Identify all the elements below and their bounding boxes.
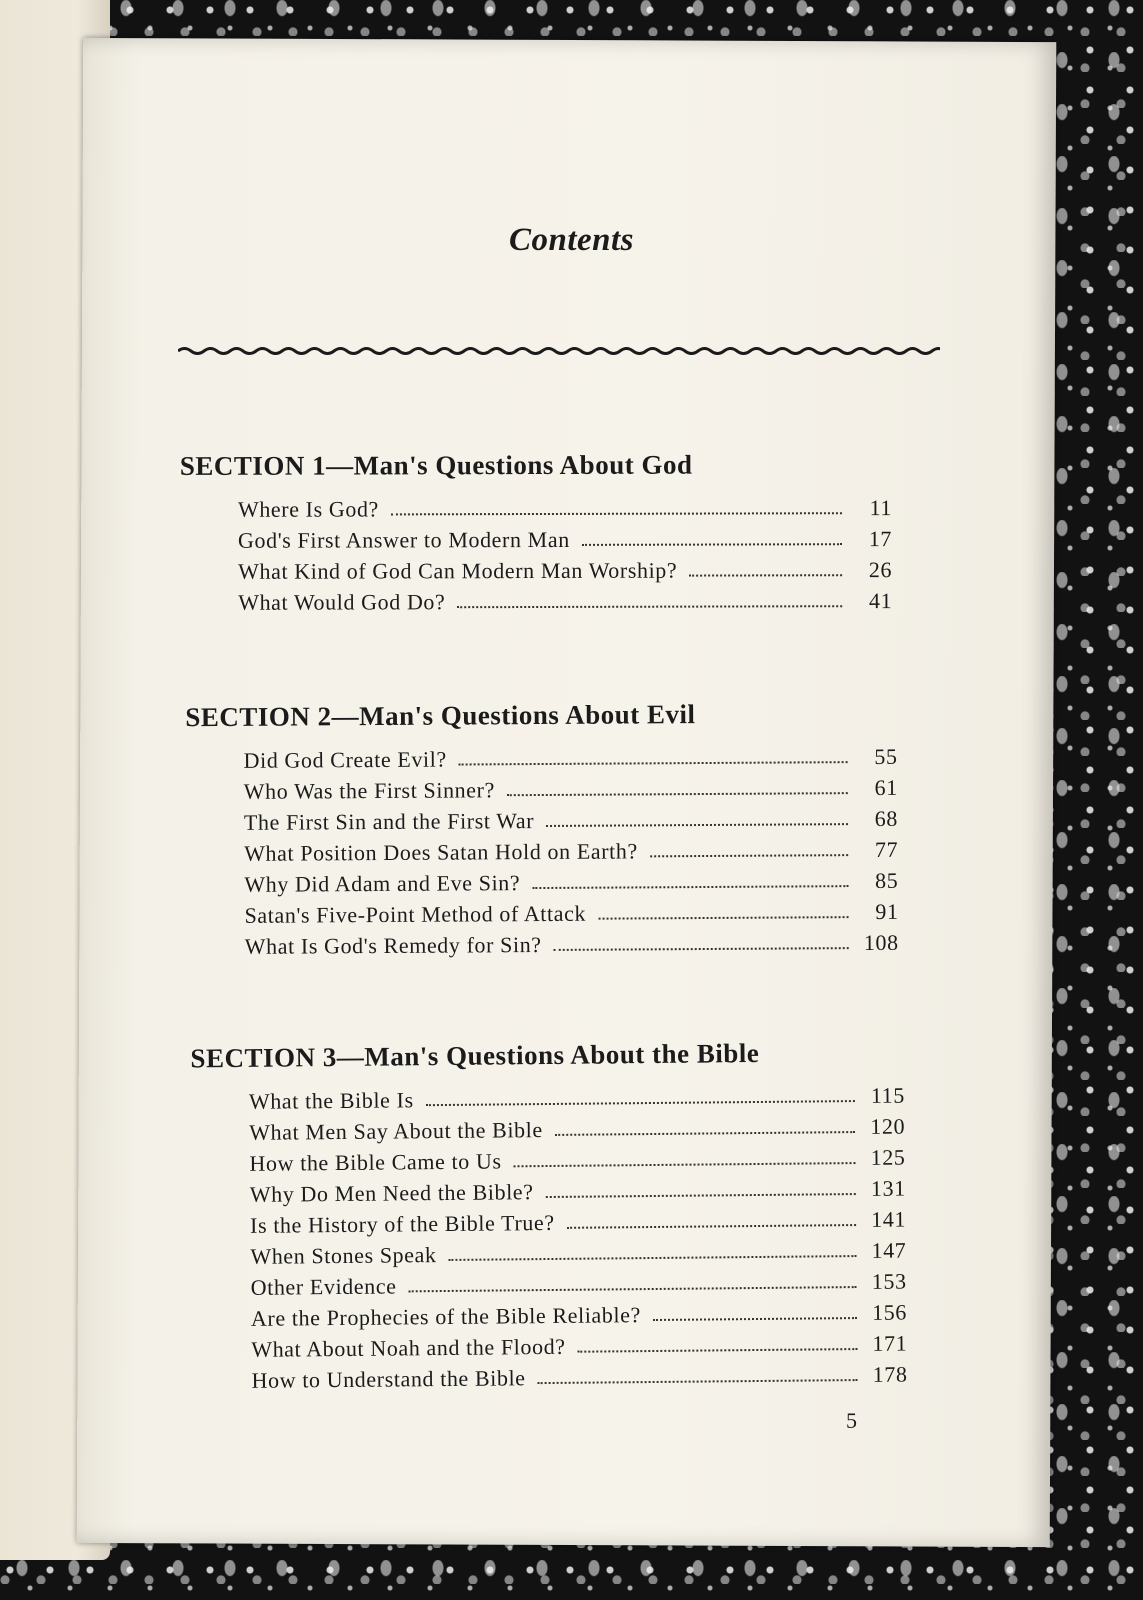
leader-dots (459, 761, 848, 765)
entry-page-number: 85 (875, 867, 899, 893)
entry-title: Is the History of the Bible True? (249, 1209, 555, 1238)
entry-page-number: 55 (874, 743, 898, 769)
entry-title: What Is God's Remedy for Sin? (244, 932, 542, 959)
toc-entry (251, 1357, 907, 1394)
entry-page-number: 125 (870, 1144, 906, 1170)
entry-page-number: 171 (872, 1330, 908, 1356)
section-2 (185, 698, 899, 960)
entry-page-number: 11 (869, 495, 892, 521)
entry-page-number: 153 (871, 1268, 907, 1294)
entry-title: Who Was the First Sinner? (243, 777, 495, 804)
leader-dots (582, 543, 842, 546)
toc-entry (244, 863, 898, 898)
entry-page-number: 17 (868, 526, 893, 552)
toc-entry (238, 490, 892, 523)
entry-title: Did God Create Evil? (243, 746, 447, 773)
entry-page-number: 131 (870, 1175, 906, 1201)
entry-page-number: 115 (870, 1082, 905, 1108)
entry-page-number: 120 (870, 1113, 906, 1139)
entry-page-number: 26 (868, 557, 893, 583)
toc-entry (244, 770, 898, 805)
entry-page-number: 61 (874, 774, 898, 800)
entry-title: What Would God Do? (238, 589, 446, 615)
leader-dots (514, 1162, 856, 1167)
entry-page-number: 141 (871, 1206, 907, 1232)
toc-entry (244, 894, 898, 929)
entry-title: Are the Prophecies of the Bible Reliable? (250, 1302, 641, 1331)
section-entries (180, 490, 892, 616)
entry-title: When Stones Speak (250, 1242, 437, 1269)
entry-page-number: 147 (871, 1237, 907, 1263)
leader-dots (507, 792, 848, 796)
section-entries (191, 1078, 908, 1395)
leader-dots (391, 512, 842, 515)
toc-entry (238, 552, 892, 585)
leader-dots (555, 1131, 855, 1136)
leader-dots (598, 916, 849, 920)
entry-title: Other Evidence (250, 1273, 397, 1300)
entry-page-number: 178 (872, 1361, 908, 1387)
entry-title: Why Did Adam and Eve Sin? (244, 870, 521, 897)
entry-title: Where Is God? (237, 496, 379, 522)
entry-page-number: 41 (868, 588, 893, 614)
toc-entry (238, 521, 892, 554)
leader-dots (457, 605, 842, 608)
entry-page-number: 108 (863, 929, 899, 956)
leader-dots (538, 1379, 858, 1384)
entry-title: God's First Answer to Modern Man (237, 526, 570, 553)
entry-title: How to Understand the Bible (251, 1365, 526, 1393)
wavy-rule (178, 340, 940, 362)
entry-title: The First Sin and the First War (243, 808, 535, 835)
entry-title: What the Bible Is (248, 1087, 414, 1114)
entry-title: Satan's Five-Point Method of Attack (244, 900, 587, 928)
toc-entry (243, 739, 897, 774)
page-number: 5 (846, 1408, 857, 1433)
entry-title: What About Noah and the Flood? (251, 1333, 566, 1362)
entry-page-number: 77 (874, 836, 899, 862)
section-heading: SECTION 3—Man's Questions About the Bible (190, 1037, 760, 1074)
leader-dots (653, 1317, 857, 1321)
section-1 (180, 449, 892, 616)
toc-entry (244, 801, 898, 836)
leader-dots (578, 1348, 858, 1353)
toc-entry (245, 925, 899, 960)
section-heading: SECTION 1—Man's Questions About God (179, 449, 693, 481)
section-entries (185, 739, 898, 960)
entry-page-number: 68 (874, 805, 899, 831)
section-3 (190, 1037, 907, 1395)
entry-title: How the Bible Came to Us (249, 1148, 502, 1176)
leader-dots (554, 947, 849, 951)
entry-title: What Position Does Satan Hold on Earth? (244, 838, 638, 866)
toc-entry (238, 583, 892, 616)
page-title: Contents (508, 222, 635, 258)
section-heading: SECTION 2—Man's Questions About Evil (185, 699, 696, 733)
leader-dots (409, 1286, 857, 1292)
leader-dots (689, 574, 842, 576)
entry-page-number: 91 (875, 898, 899, 924)
leader-dots (532, 885, 848, 889)
leader-dots (426, 1100, 855, 1106)
leader-dots (567, 1224, 856, 1229)
entry-title: Why Do Men Need the Bible? (249, 1179, 534, 1207)
entry-title: What Kind of God Can Modern Man Worship? (238, 557, 678, 584)
entry-title: What Men Say About the Bible (249, 1117, 543, 1145)
entry-page-number: 156 (872, 1299, 908, 1325)
leader-dots (546, 823, 848, 827)
leader-dots (449, 1255, 857, 1261)
leader-dots (650, 854, 848, 857)
toc-entry (244, 832, 898, 867)
leader-dots (546, 1193, 856, 1198)
